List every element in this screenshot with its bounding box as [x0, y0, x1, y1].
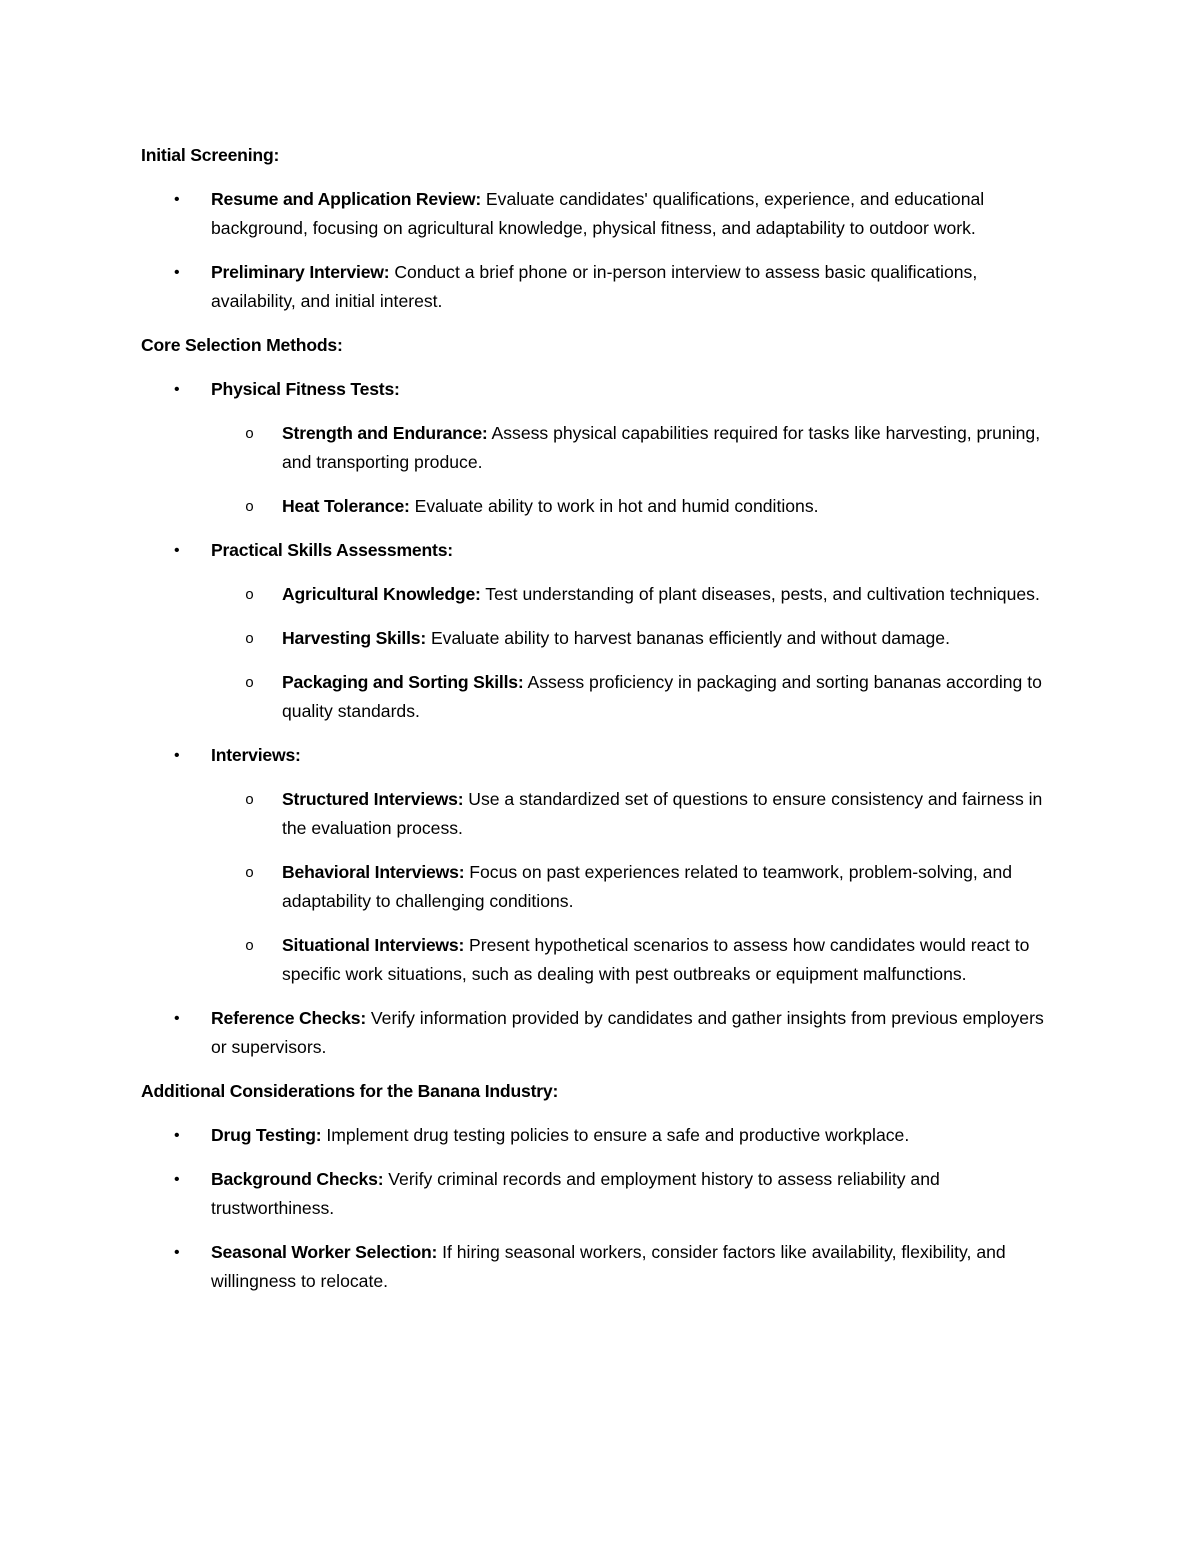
- bullet-icon: •: [174, 1244, 180, 1261]
- item-term: Practical Skills Assessments:: [211, 540, 453, 560]
- item-term: Behavioral Interviews:: [282, 862, 465, 882]
- circle-bullet-icon: o: [245, 426, 255, 443]
- item-term: Preliminary Interview:: [211, 262, 390, 282]
- item-text: Evaluate ability to work in hot and humid conditions.: [409, 496, 819, 516]
- circle-bullet-icon: o: [245, 587, 255, 604]
- item-text: Assess proficiency in packaging and sorting bananas according to quality standards.: [282, 672, 1042, 721]
- item-term: Interviews:: [211, 745, 301, 765]
- item-term: Structured Interviews:: [282, 789, 464, 809]
- item-text: Evaluate candidates' qualifications, experience, and educational background, focusing on agricultural knowledge, physical fitness, and adaptability to outdoor work.: [211, 189, 985, 238]
- circle-bullet-icon: o: [245, 792, 255, 809]
- item-term: Harvesting Skills:: [282, 628, 427, 648]
- item-text: Present hypothetical scenarios to assess how candidates would react to specific work situations, such as dealing with pest outbreaks or equipment malfunctions.: [282, 935, 1030, 984]
- circle-bullet-icon: o: [245, 865, 255, 882]
- item-term: Situational Interviews:: [282, 935, 465, 955]
- item-text: Implement drug testing policies to ensure a safe and productive workplace.: [321, 1125, 910, 1145]
- circle-bullet-icon: o: [245, 631, 255, 648]
- item-term: Packaging and Sorting Skills:: [282, 672, 524, 692]
- item-text: Use a standardized set of questions to ensure consistency and fairness in the evaluation process.: [282, 789, 1043, 838]
- list-item: [141, 1238, 1061, 1296]
- item-text: Assess physical capabilities required for tasks like harvesting, pruning, and transporting produce.: [282, 423, 1041, 472]
- circle-bullet-icon: o: [245, 675, 255, 692]
- bullet-icon: •: [174, 542, 180, 559]
- item-text: If hiring seasonal workers, consider factors like availability, flexibility, and willingness to relocate.: [211, 1242, 1006, 1291]
- section-heading: Initial Screening:: [141, 145, 280, 165]
- bullet-icon: •: [174, 381, 180, 398]
- section-additional-considerations: [141, 1077, 1061, 1296]
- list-item: [141, 1121, 1061, 1150]
- item-text: Evaluate ability to harvest bananas efficiently and without damage.: [426, 628, 950, 648]
- item-term: Drug Testing:: [211, 1125, 322, 1145]
- section-core-selection-methods: [141, 331, 1061, 1062]
- sub-list-item: [211, 931, 1061, 989]
- list-item: [141, 1165, 1061, 1223]
- item-text: Test understanding of plant diseases, pests, and cultivation techniques.: [480, 584, 1040, 604]
- bullet-icon: •: [174, 1010, 180, 1027]
- section-heading: Core Selection Methods:: [141, 335, 343, 355]
- sub-list-item: [211, 858, 1061, 916]
- item-term: Reference Checks:: [211, 1008, 367, 1028]
- item-text: Conduct a brief phone or in-person interview to assess basic qualifications, availability, and initial interest.: [211, 262, 978, 311]
- sub-list: [211, 580, 1061, 726]
- item-term: Strength and Endurance:: [282, 423, 488, 443]
- item-term: Seasonal Worker Selection:: [211, 1242, 438, 1262]
- sub-list-item: [211, 580, 1061, 609]
- section-initial-screening: [141, 141, 1061, 316]
- bullet-list: [141, 375, 1061, 1062]
- sub-list-item: [211, 785, 1061, 843]
- section-heading: Additional Considerations for the Banana Industry:: [141, 1081, 559, 1101]
- bullet-list: [141, 185, 1061, 316]
- circle-bullet-icon: o: [245, 499, 255, 516]
- item-term: Heat Tolerance:: [282, 496, 410, 516]
- item-term: Physical Fitness Tests:: [211, 379, 400, 399]
- sub-list: [211, 785, 1061, 989]
- list-item: [141, 375, 1061, 521]
- list-item: [141, 258, 1061, 316]
- list-item: [141, 185, 1061, 243]
- item-term: Background Checks:: [211, 1169, 384, 1189]
- item-term: Agricultural Knowledge:: [282, 584, 481, 604]
- item-text: Verify information provided by candidates and gather insights from previous employers or supervisors.: [211, 1008, 1044, 1057]
- item-term: Resume and Application Review:: [211, 189, 482, 209]
- bullet-list: [141, 1121, 1061, 1296]
- list-item: [141, 536, 1061, 726]
- bullet-icon: •: [174, 1127, 180, 1144]
- circle-bullet-icon: o: [245, 938, 255, 955]
- sub-list-item: [211, 624, 1061, 653]
- list-item: [141, 1004, 1061, 1062]
- bullet-icon: •: [174, 264, 180, 281]
- list-item: [141, 741, 1061, 989]
- sub-list-item: [211, 492, 1061, 521]
- bullet-icon: •: [174, 747, 180, 764]
- bullet-icon: •: [174, 191, 180, 208]
- document-body: [141, 141, 1061, 1311]
- bullet-icon: •: [174, 1171, 180, 1188]
- sub-list-item: [211, 419, 1061, 477]
- sub-list-item: [211, 668, 1061, 726]
- sub-list: [211, 419, 1061, 521]
- item-text: Focus on past experiences related to teamwork, problem-solving, and adaptability to challenging conditions.: [282, 862, 1013, 911]
- item-text: Verify criminal records and employment history to assess reliability and trustworthiness.: [211, 1169, 940, 1218]
